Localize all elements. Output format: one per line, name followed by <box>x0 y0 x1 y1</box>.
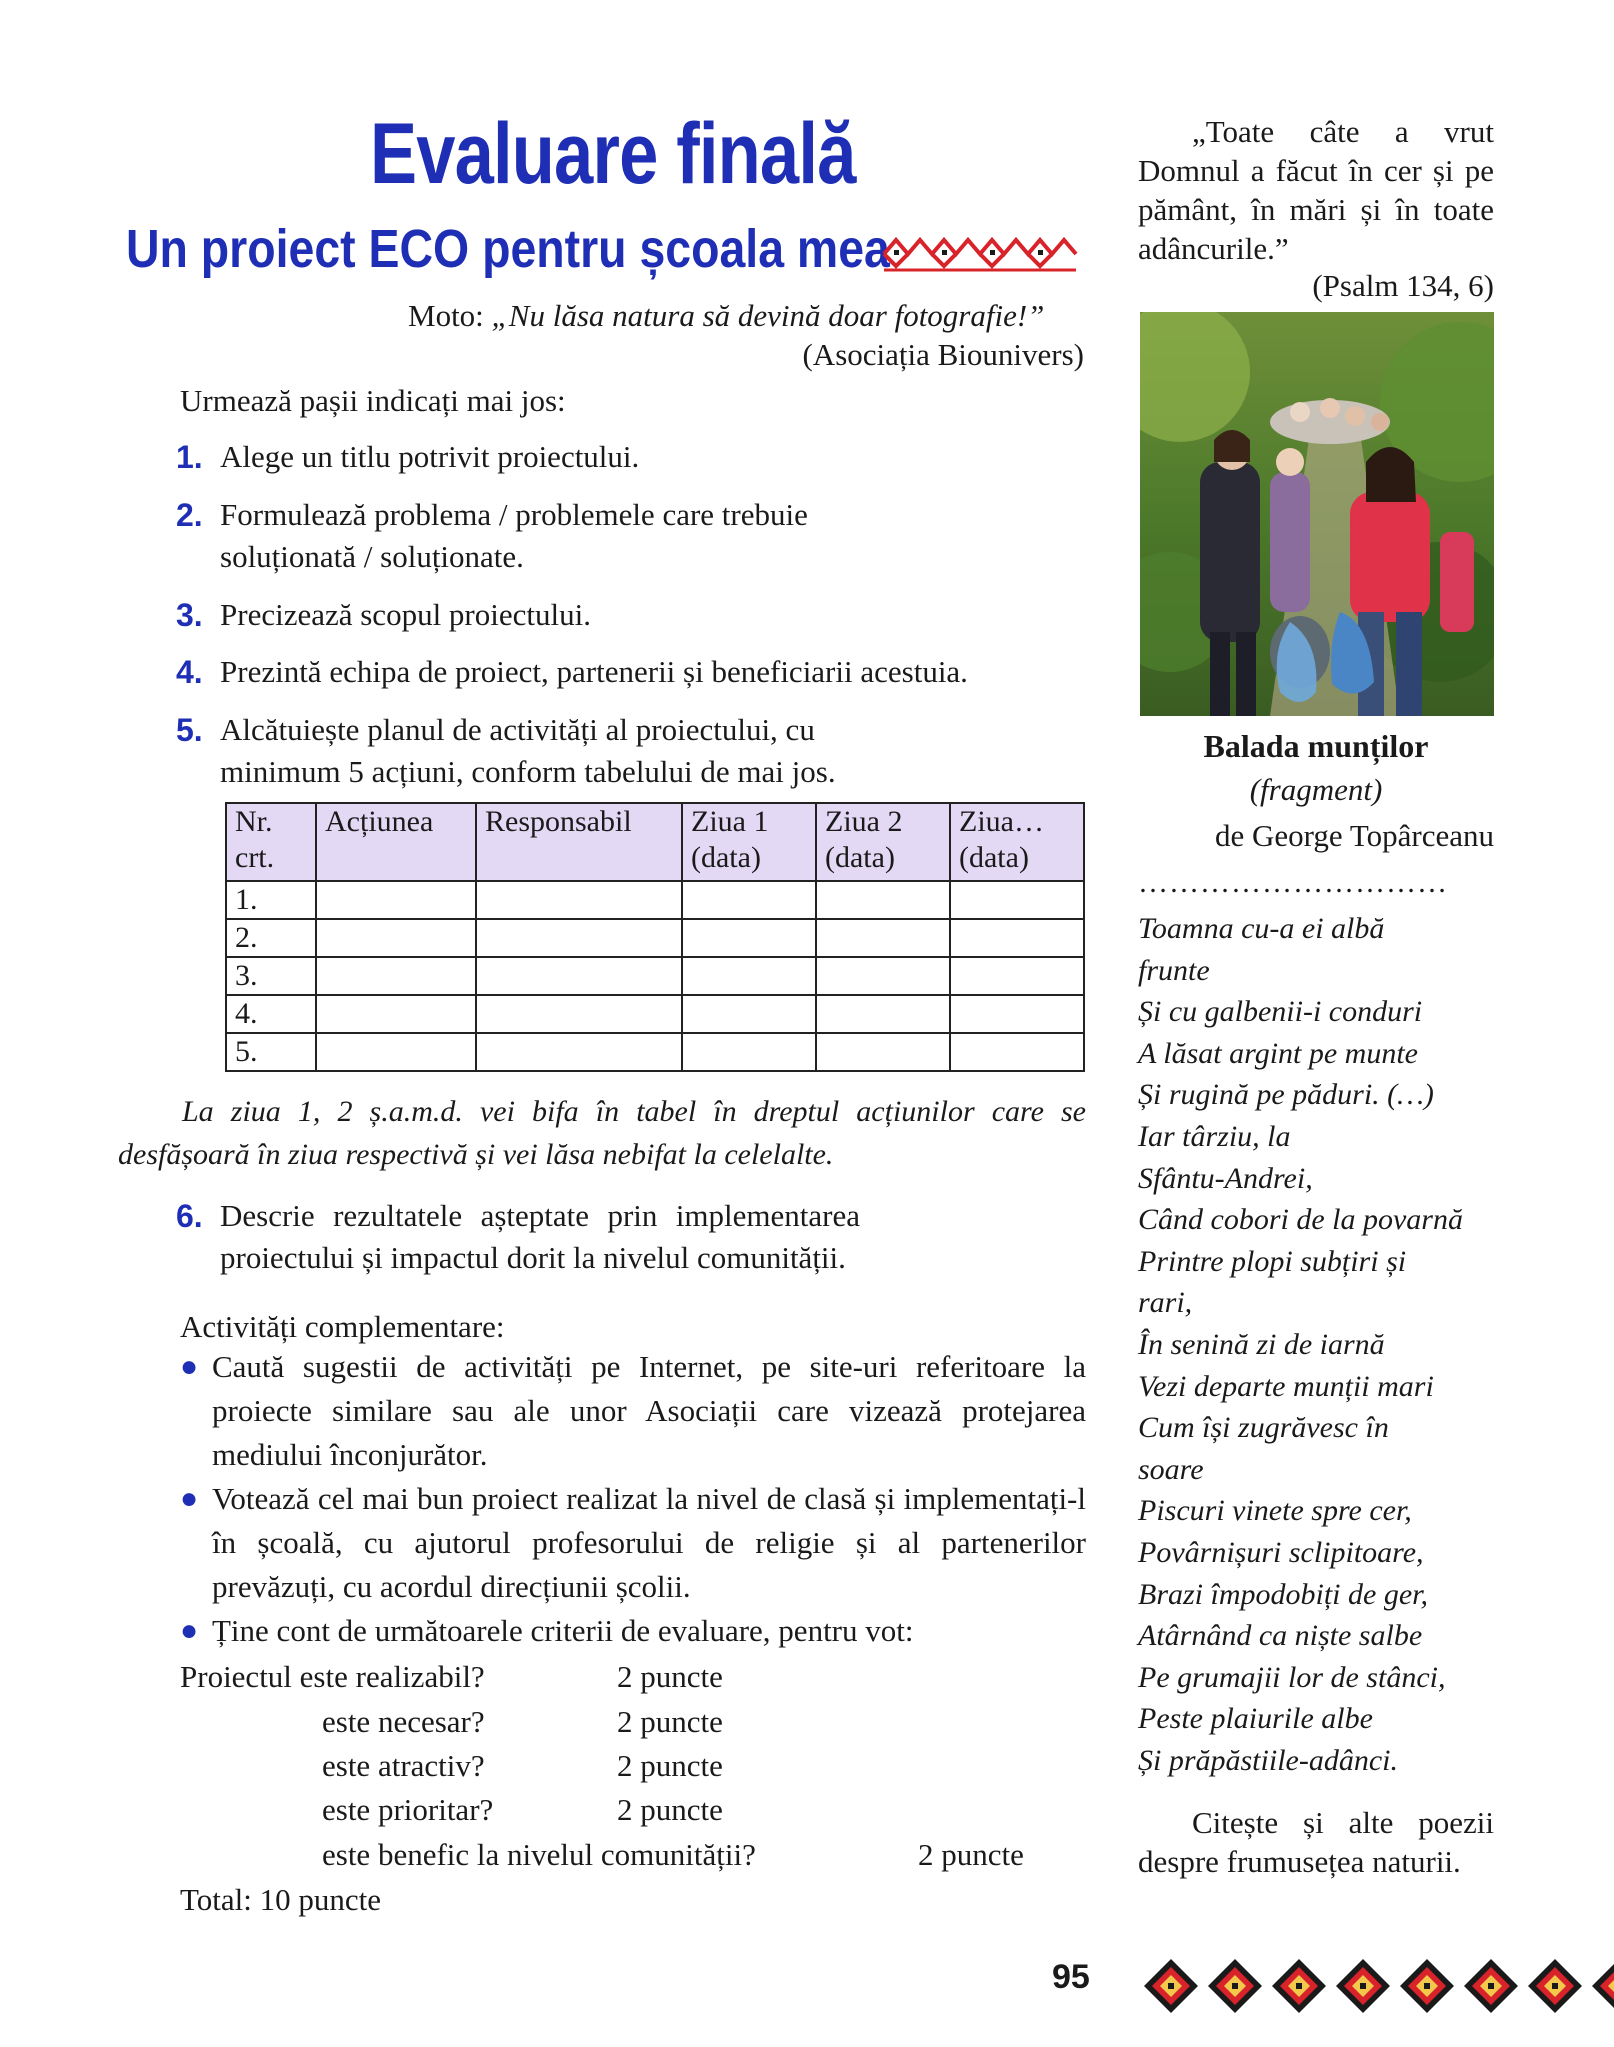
bullet-icon: ● <box>180 1350 199 1383</box>
criterion-label: Proiectul este realizabil? <box>180 1659 485 1694</box>
criterion-label: este atractiv? <box>322 1748 485 1783</box>
bullet-icon: ● <box>180 1614 199 1647</box>
criterion-points: 2 puncte <box>617 1659 723 1694</box>
page-subtitle: Un proiect ECO pentru școala mea <box>126 219 890 279</box>
poem-line: Vezi departe munții mari <box>1138 1369 1434 1403</box>
row-number: 4. <box>226 995 316 1033</box>
step-text: Alege un titlu potrivit proiectului. <box>220 439 640 474</box>
poem-text <box>1138 908 1494 1781</box>
psalm-quote: „Toate câte a vrut Domnul a făcut în cer și pe pământ, în mări și în toate adâncurile.” <box>1138 114 1494 266</box>
poem-author: de George Topârceanu <box>1215 818 1494 853</box>
step-number: 6. <box>176 1198 203 1234</box>
step-text: Formulează problema / problemele care trebuie soluționată / soluționate. <box>220 497 808 574</box>
column-header: Nr. crt. <box>226 803 316 881</box>
row-number: 3. <box>226 957 316 995</box>
closing-text: Citește și alte poezii despre frumusețea naturii. <box>1138 1805 1494 1879</box>
folk-ornament-icon <box>880 228 1080 272</box>
poem-line: Peste plaiurile albe <box>1138 1702 1373 1736</box>
bullet-icon: ● <box>180 1482 199 1515</box>
table-row <box>226 881 1084 919</box>
motto-prefix: Moto: <box>408 298 492 333</box>
column-header: Ziua 2 (data) <box>816 803 950 881</box>
intro-text: Urmează pașii indicați mai jos: <box>180 383 566 418</box>
criterion-label: este prioritar? <box>322 1792 494 1827</box>
poem-title: Balada munților <box>1203 728 1429 764</box>
list-item: ● Ține cont de următoarele criterii de evaluare, pentru vot: <box>176 1609 1086 1653</box>
motto <box>408 298 1044 334</box>
column-header: Ziua 1 (data) <box>682 803 816 881</box>
step-number: 2. <box>176 497 203 533</box>
table-note: La ziua 1, 2 ș.a.m.d. vei bifa în tabel în dreptul acțiunilor care se desfășoară în ziua respectivă și vei lăsa nebifat la celelalte. <box>118 1095 1086 1171</box>
complementary-list <box>176 1345 1086 1653</box>
poem-line: Cum își zugrăvesc în <box>1138 1411 1389 1445</box>
folk-border-ornament-icon <box>1140 1955 1614 2017</box>
poem-ellipsis: ………………………… <box>1138 866 1448 899</box>
psalm-source: (Psalm 134, 6) <box>1312 268 1494 303</box>
step-number: 3. <box>176 597 203 633</box>
activity-plan-table <box>225 802 1085 1072</box>
page-number: 95 <box>1052 1958 1090 1996</box>
row-number: 5. <box>226 1033 316 1071</box>
poem-line: Brazi împodobiți de ger, <box>1138 1577 1428 1611</box>
poem-line: Pe grumajii lor de stânci, <box>1138 1660 1446 1694</box>
step-number: 1. <box>176 439 203 475</box>
poem-line: Printre plopi subțiri și <box>1138 1244 1407 1278</box>
students-cleanup-photo <box>1140 312 1494 716</box>
step-text: Precizează scopul proiectului. <box>220 597 591 632</box>
table-row <box>226 995 1084 1033</box>
table-header-row <box>226 803 1084 881</box>
step-text: Prezintă echipa de proiect, partenerii și beneficiarii acestuia. <box>220 654 968 689</box>
poem-line: A lăsat argint pe munte <box>1138 1036 1418 1070</box>
column-header: Ziua… (data) <box>950 803 1084 881</box>
criterion-label: este benefic la nivelul comunității? <box>322 1837 756 1872</box>
table-row <box>226 919 1084 957</box>
poem-line: Și rugină pe păduri. (…) <box>1138 1078 1434 1112</box>
list-item: ● Caută sugestii de activități pe Internet, pe site-uri referitoare la proiecte similare sau ale unor Asociații care vizează protejarea mediului înconjurător. <box>176 1345 1086 1477</box>
column-header: Responsabil <box>476 803 682 881</box>
poem-line: În senină zi de iarnă <box>1138 1327 1385 1361</box>
poem-line: frunte <box>1138 953 1210 987</box>
page-title: Evaluare finală <box>370 106 856 202</box>
list-item: ● Votează cel mai bun proiect realizat la nivel de clasă și implementați-l în școală, cu ajutorul profesorului de religie și al partenerilor prevăzuți, cu acordul direcțiunii școlii. <box>176 1477 1086 1609</box>
poem-line: Și prăpăstiile-adânci. <box>1138 1743 1398 1777</box>
poem-line: Și cu galbenii-i conduri <box>1138 995 1423 1029</box>
row-number: 2. <box>226 919 316 957</box>
criterion-points: 2 puncte <box>617 1704 723 1739</box>
total-points: Total: 10 puncte <box>180 1882 382 1917</box>
table-row <box>226 1033 1084 1071</box>
criterion-label: este necesar? <box>322 1704 485 1739</box>
criterion-points: 2 puncte <box>918 1837 1024 1872</box>
poem-line: Sfântu-Andrei, <box>1138 1161 1313 1195</box>
poem-line: Piscuri vinete spre cer, <box>1138 1494 1412 1528</box>
row-number: 1. <box>226 881 316 919</box>
poem-line: Iar târziu, la <box>1138 1119 1291 1153</box>
poem-line: Toamna cu-a ei albă <box>1138 912 1385 945</box>
step-number: 4. <box>176 654 203 690</box>
criterion-points: 2 puncte <box>617 1792 723 1827</box>
table-row <box>226 957 1084 995</box>
poem-line: Când cobori de la povarnă <box>1138 1203 1463 1237</box>
poem-line: soare <box>1138 1452 1204 1486</box>
poem-line: rari, <box>1138 1286 1193 1320</box>
step-text: Descrie rezultatele așteptate prin implementarea proiectului și impactul dorit la nivelul comunității. <box>220 1198 860 1275</box>
poem-subtitle: (fragment) <box>1249 772 1383 807</box>
criterion-points: 2 puncte <box>617 1748 723 1783</box>
step-text: Alcătuiește planul de activități al proiectului, cu minimum 5 acțiuni, conform tabelului de mai jos. <box>220 712 836 789</box>
step-number: 5. <box>176 712 203 748</box>
poem-line: Povârnișuri sclipitoare, <box>1138 1535 1424 1569</box>
complementary-heading: Activități complementare: <box>180 1309 505 1344</box>
column-header: Acțiunea <box>316 803 476 881</box>
motto-source: (Asociația Biounivers) <box>802 337 1084 372</box>
motto-text: „Nu lăsa natura să devină doar fotografie!” <box>491 298 1045 333</box>
poem-line: Atârnând ca niște salbe <box>1138 1619 1423 1653</box>
